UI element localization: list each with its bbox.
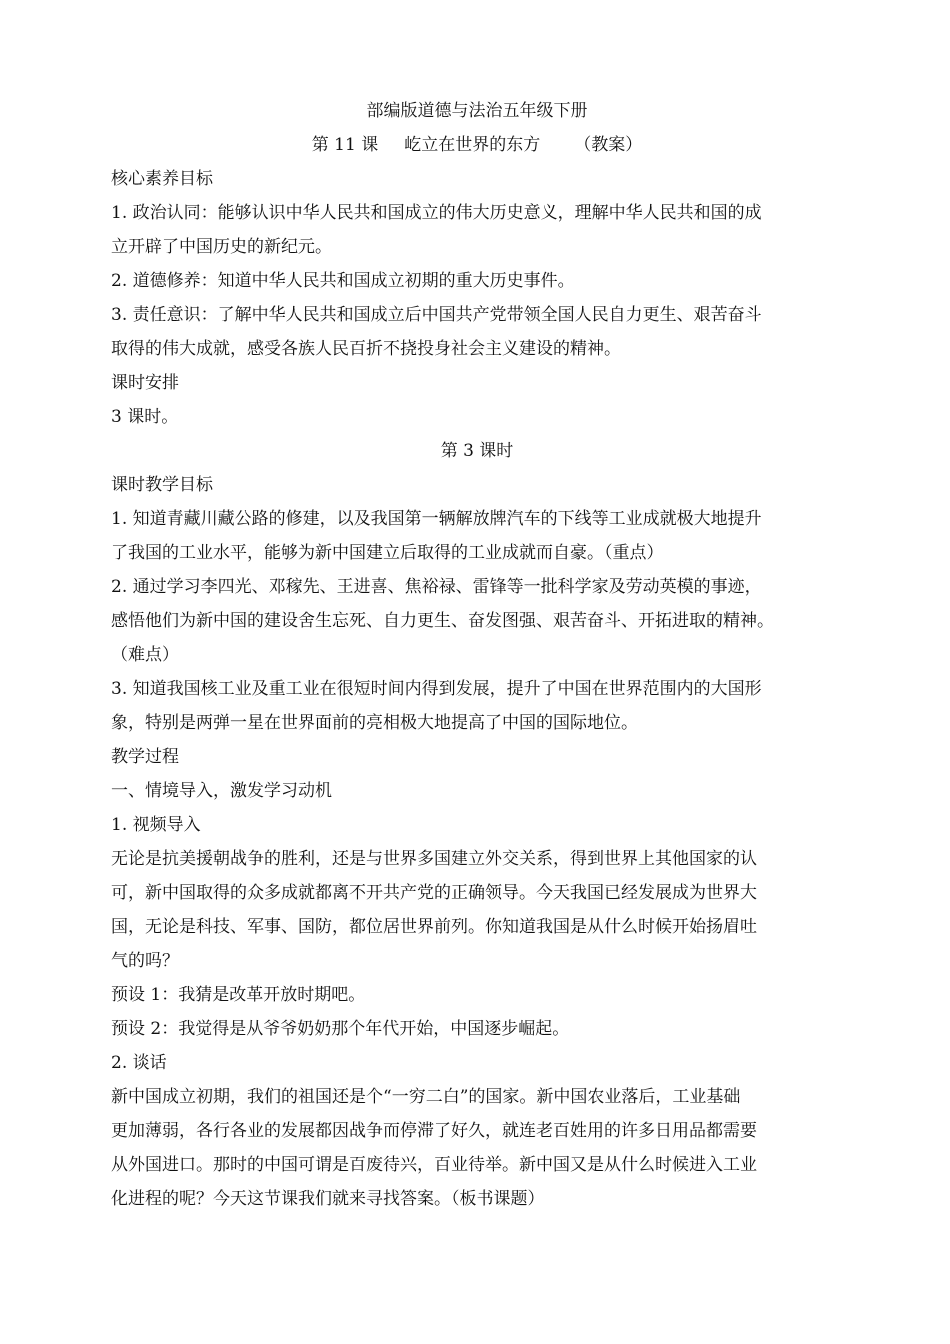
lesson-title: [111, 128, 843, 162]
period-goals-heading: 课时教学目标: [111, 475, 213, 495]
talk-line-4: 化进程的呢？今天这节课我们就来寻找答案。（板书课题）: [111, 1189, 545, 1209]
step-1-heading: 一、情境导入，激发学习动机: [111, 781, 332, 801]
schedule-heading: 课时安排: [111, 373, 179, 393]
lesson-name: 屹立在世界的东方: [404, 135, 541, 155]
lesson-number: 第 11 课: [311, 135, 379, 155]
period-goal-1-line2: 了我国的工业水平，能够为新中国建立后取得的工业成就而自豪。（重点）: [111, 543, 664, 563]
video-line-1: 无论是抗美援朝战争的胜利，还是与世界多国建立外交关系，得到世界上其他国家的认: [111, 849, 757, 869]
period-goal-3-line2: 象，特别是两弹一星在世界面前的亮相极大地提高了中国的国际地位。: [111, 713, 638, 733]
period-heading: 第 3 课时: [440, 441, 514, 461]
preset-1: 预设 1：我猜是改革开放时期吧。: [111, 985, 366, 1005]
video-line-2: 可，新中国取得的众多成就都离不开共产党的正确领导。今天我国已经发展成为世界大: [111, 883, 757, 903]
book-title: 部编版道德与法治五年级下册: [366, 101, 588, 121]
core-goal-1-line1: 1. 政治认同：能够认识中华人民共和国成立的伟大历史意义，理解中华人民共和国的成: [111, 203, 762, 223]
talk-line-2: 更加薄弱，各行各业的发展都因战争而停滞了好久，就连老百姓用的许多日用品都需要: [111, 1121, 757, 1141]
period-goal-3-line1: 3. 知道我国核工业及重工业在很短时间内得到发展，提升了中国在世界范围内的大国形: [111, 679, 762, 699]
talk-line-3: 从外国进口。那时的中国可谓是百废待兴，百业待举。新中国又是从什么时候进入工业: [111, 1155, 757, 1175]
period-goal-2-line2: 感悟他们为新中国的建设舍生忘死、自力更生、奋发图强、艰苦奋斗、开拓进取的精神。: [111, 611, 774, 631]
step-1-1-heading: 1. 视频导入: [111, 815, 201, 835]
video-line-4: 气的吗？: [111, 951, 179, 971]
period-goal-2-line1: 2. 通过学习李四光、邓稼先、王进喜、焦裕禄、雷锋等一批科学家及劳动英模的事迹，: [111, 577, 762, 597]
period-goal-2-line3: （难点）: [111, 645, 179, 665]
document-body: [111, 94, 843, 1216]
core-goal-3-line2: 取得的伟大成就，感受各族人民百折不挠投身社会主义建设的精神。: [111, 339, 621, 359]
process-heading: 教学过程: [111, 747, 179, 767]
schedule-value: 3 课时。: [111, 407, 179, 427]
core-goal-3-line1: 3. 责任意识：了解中华人民共和国成立后中国共产党带领全国人民自力更生、艰苦奋斗: [111, 305, 762, 325]
step-1-2-heading: 2. 谈话: [111, 1053, 167, 1073]
talk-line-1: 新中国成立初期，我们的祖国还是个“一穷二白”的国家。新中国农业落后，工业基础: [111, 1087, 741, 1107]
period-goal-1-line1: 1. 知道青藏川藏公路的修建，以及我国第一辆解放牌汽车的下线等工业成就极大地提升: [111, 509, 762, 529]
lesson-type: （教案）: [574, 135, 643, 155]
video-line-3: 国，无论是科技、军事、国防，都位居世界前列。你知道我国是从什么时候开始扬眉吐: [111, 917, 757, 937]
core-goal-2: 2. 道德修养：知道中华人民共和国成立初期的重大历史事件。: [111, 271, 575, 291]
core-goals-heading: 核心素养目标: [111, 169, 213, 189]
preset-2: 预设 2：我觉得是从爷爷奶奶那个年代开始，中国逐步崛起。: [111, 1019, 570, 1039]
core-goal-1-line2: 立开辟了中国历史的新纪元。: [111, 237, 332, 257]
